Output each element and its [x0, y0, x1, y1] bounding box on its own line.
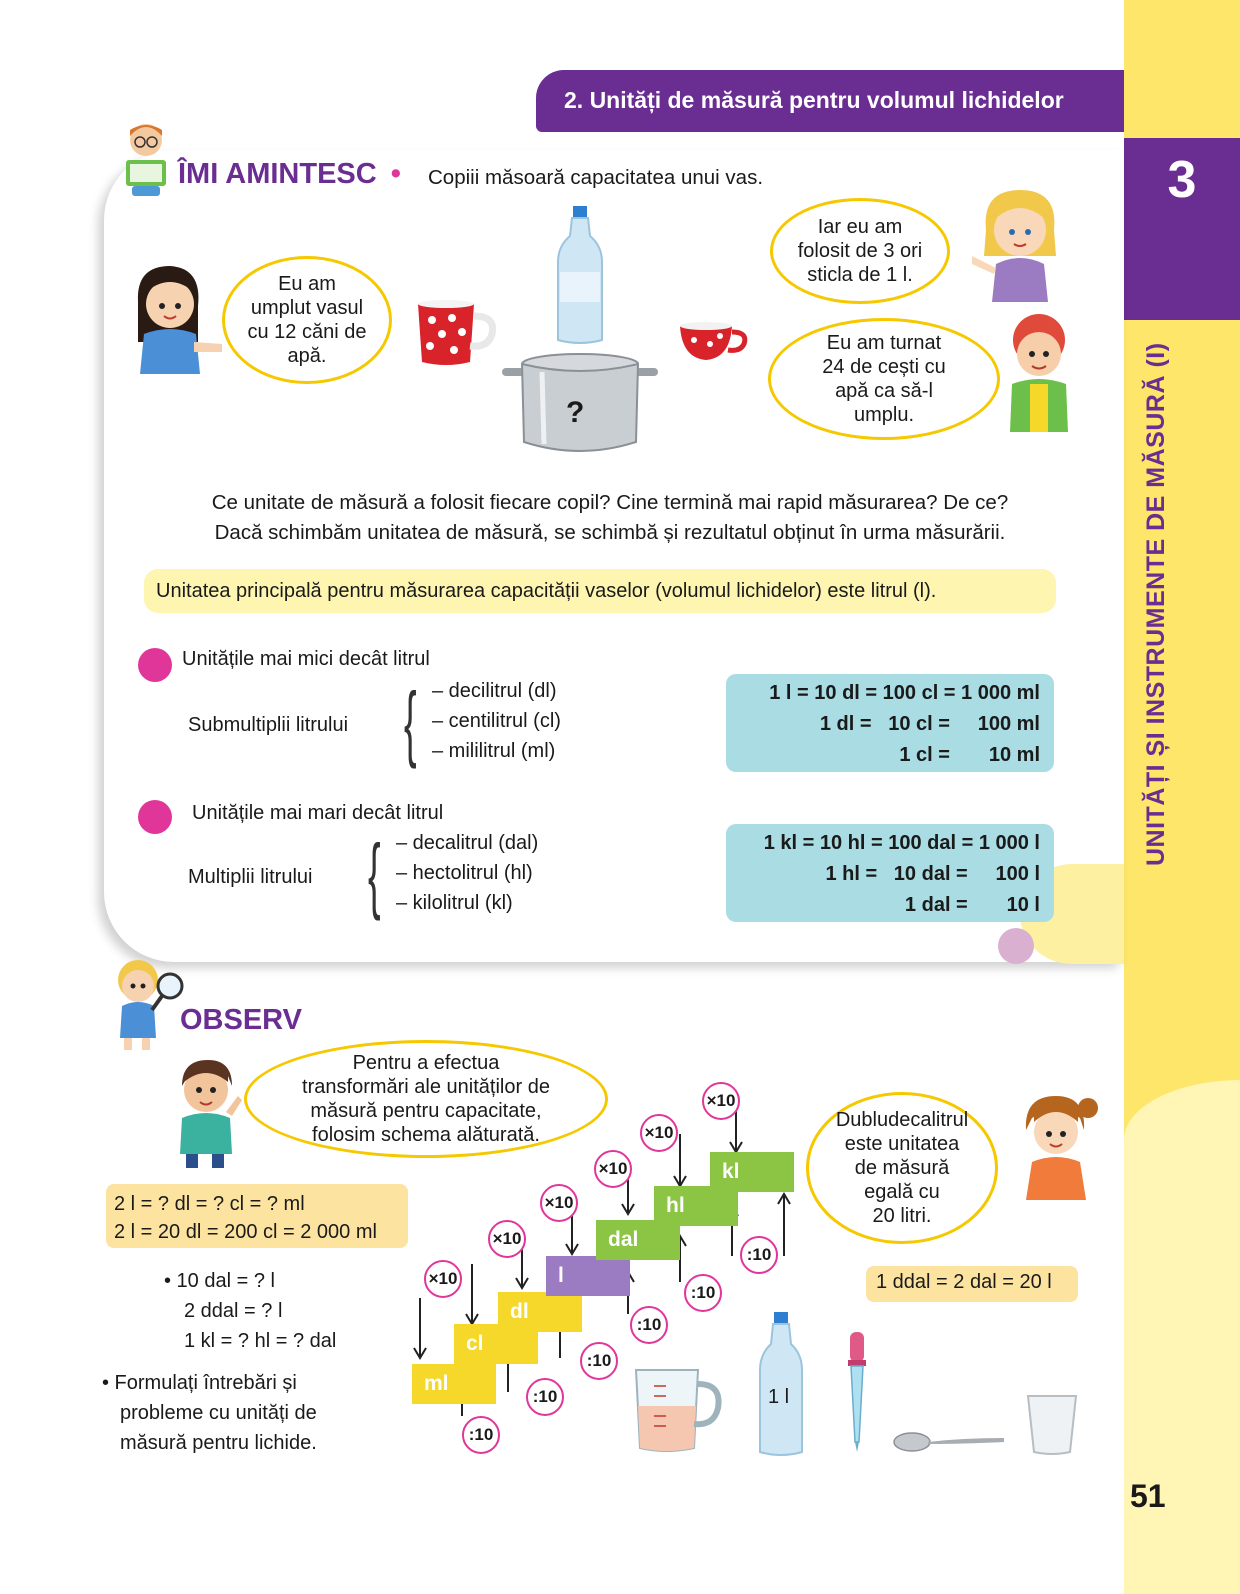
submultiple-item: – centilitrul (cl): [432, 710, 561, 732]
multiply-badge: ×10: [594, 1150, 632, 1188]
water-bottle-icon: [556, 206, 604, 346]
submultiples-equivalence-box: [726, 674, 1054, 772]
measuring-jug-icon: [632, 1366, 724, 1454]
step-hl: hl: [654, 1186, 738, 1226]
bullet-smaller-units: [138, 648, 172, 682]
multiply-badge: ×10: [640, 1114, 678, 1152]
reading-kid-icon: [120, 120, 172, 198]
pigtail-girl-illustration: [1012, 1090, 1098, 1202]
divide-badge: :10: [462, 1416, 500, 1454]
step-kl: kl: [710, 1152, 794, 1192]
dropper-icon: [840, 1332, 874, 1454]
blonde-girl-illustration: [970, 186, 1070, 304]
blonde-girl-speech-bubble: Iar eu am folosit de 3 ori sticla de 1 l.: [770, 198, 950, 304]
step-ml: ml: [412, 1364, 496, 1404]
exercise-list: [164, 1266, 336, 1356]
step-dal: dal: [596, 1220, 680, 1260]
equivalence-line: 1 kl = 10 hl = 100 dal = 1 000 l: [763, 832, 1040, 854]
divide-badge: :10: [684, 1274, 722, 1312]
multiple-item: – hectolitrul (hl): [396, 862, 533, 884]
divide-badge: :10: [740, 1236, 778, 1274]
multiples-label: Multiplii litrului: [188, 866, 313, 888]
one-liter-bottle-icon: [758, 1312, 804, 1458]
magnifier-kid-icon: [108, 956, 188, 1052]
lesson-title: 2. Unități de măsură pentru volumul lichidelor: [564, 87, 1064, 113]
multiply-badge: ×10: [488, 1220, 526, 1258]
boy-speech-bubble: Eu am turnat 24 de cești cu apă ca să-l umplu.: [768, 318, 1000, 440]
equivalence-line: 1 dl = 10 cl = 100 ml: [819, 713, 1040, 735]
divide-badge: :10: [580, 1342, 618, 1380]
observe-girl-speech-bubble: Dubludecalitrul este unitatea de măsură egală cu 20 litri.: [806, 1092, 998, 1244]
conversion-example-box: [106, 1184, 408, 1248]
dark-haired-girl-illustration: [126, 262, 226, 378]
step-dl: dl: [498, 1292, 582, 1332]
example-question: 2 l = ? dl = ? cl = ? ml: [114, 1193, 305, 1215]
remember-heading: [178, 158, 401, 191]
task-text: • Formulați întrebări și probleme cu unități de măsură pentru lichide.: [102, 1372, 317, 1454]
decor-circle-small: [998, 928, 1034, 964]
equivalence-line: 1 l = 10 dl = 100 cl = 1 000 ml: [769, 682, 1040, 704]
red-teacup-icon: [678, 320, 750, 364]
side-decoration: [1124, 1080, 1240, 1594]
spoon-icon: [892, 1428, 1006, 1454]
red-haired-boy-illustration: [996, 314, 1082, 434]
chapter-title-vertical: UNITĂȚI ȘI INSTRUMENTE DE MĂSURĂ (I): [1142, 342, 1170, 866]
multiples-list: [396, 828, 538, 918]
exercise-item: • 10 dal = ? l: [164, 1270, 275, 1292]
side-band-top: [1124, 0, 1240, 138]
page-number: 51: [1130, 1478, 1166, 1514]
remember-intro: Copiii măsoară capacitatea unui vas.: [428, 166, 764, 189]
submultiple-item: – decilitrul (dl): [432, 680, 557, 702]
submultiple-item: – mililitrul (ml): [432, 740, 556, 762]
exercise-item: 2 ddal = ? l: [184, 1300, 283, 1322]
multiple-item: – kilolitrul (kl): [396, 892, 513, 914]
step-l: l: [546, 1256, 630, 1296]
main-unit-rule-box: [144, 569, 1056, 613]
ddal-equivalence: 1 ddal = 2 dal = 20 l: [876, 1271, 1052, 1293]
multiply-badge: ×10: [424, 1260, 462, 1298]
larger-units-heading: Unitățile mai mari decât litrul: [192, 802, 444, 824]
divide-badge: :10: [630, 1306, 668, 1344]
polka-dot-mug-icon: [414, 300, 498, 368]
equivalence-line: 1 hl = 10 dal = 100 l: [825, 863, 1040, 885]
remember-title: ÎMI AMINTESC: [178, 158, 377, 190]
thinking-boy-illustration: [168, 1056, 248, 1168]
equivalence-line: 1 dal = 10 l: [904, 894, 1040, 916]
observe-title: OBSERV: [180, 1004, 302, 1036]
bottle-label: 1 l: [768, 1386, 790, 1408]
multiples-brace: {: [368, 827, 381, 921]
question-line-1: Ce unitate de măsură a folosit fiecare copil? Cine termină mai rapid măsurarea? De ce?: [211, 491, 1009, 514]
multiply-badge: ×10: [702, 1082, 740, 1120]
exercise-item: 1 kl = ? hl = ? dal: [184, 1330, 337, 1352]
multiples-equivalence-box: [726, 824, 1054, 922]
submultiples-list: [432, 676, 561, 766]
example-answer: 2 l = 20 dl = 200 cl = 2 000 ml: [114, 1221, 377, 1243]
divide-badge: :10: [526, 1378, 564, 1416]
submultiples-label: Submultiplii litrului: [188, 714, 349, 736]
submultiples-brace: {: [404, 675, 417, 769]
smaller-units-heading: Unitățile mai mici decât litrul: [182, 648, 430, 670]
bullet-larger-units: [138, 800, 172, 834]
pot-question-mark: ?: [566, 396, 585, 429]
step-cl: cl: [454, 1324, 538, 1364]
multiply-badge: ×10: [540, 1184, 578, 1222]
main-unit-rule: Unitatea principală pentru măsurarea capacității vaselor (volumul lichidelor) este litrul (l).: [156, 580, 937, 602]
multiple-item: – decalitrul (dal): [396, 832, 539, 854]
chapter-number: 3: [1167, 151, 1197, 209]
heading-dot: •: [390, 158, 401, 190]
equivalence-line: 1 cl = 10 ml: [899, 744, 1040, 766]
ddal-equivalence-box: [866, 1266, 1078, 1302]
girl-speech-bubble: Eu am umplut vasul cu 12 căni de apă.: [222, 256, 392, 384]
glass-icon: [1026, 1394, 1078, 1456]
lesson-title-banner: [536, 70, 1124, 132]
observe-boy-speech-bubble: Pentru a efectua transformări ale unităților de măsură pentru capacitate, folosim schema alăturată.: [244, 1040, 608, 1158]
question-line-2: Dacă schimbăm unitatea de măsură, se schimbă și rezultatul obținut în urma măsurării.: [214, 521, 1006, 544]
